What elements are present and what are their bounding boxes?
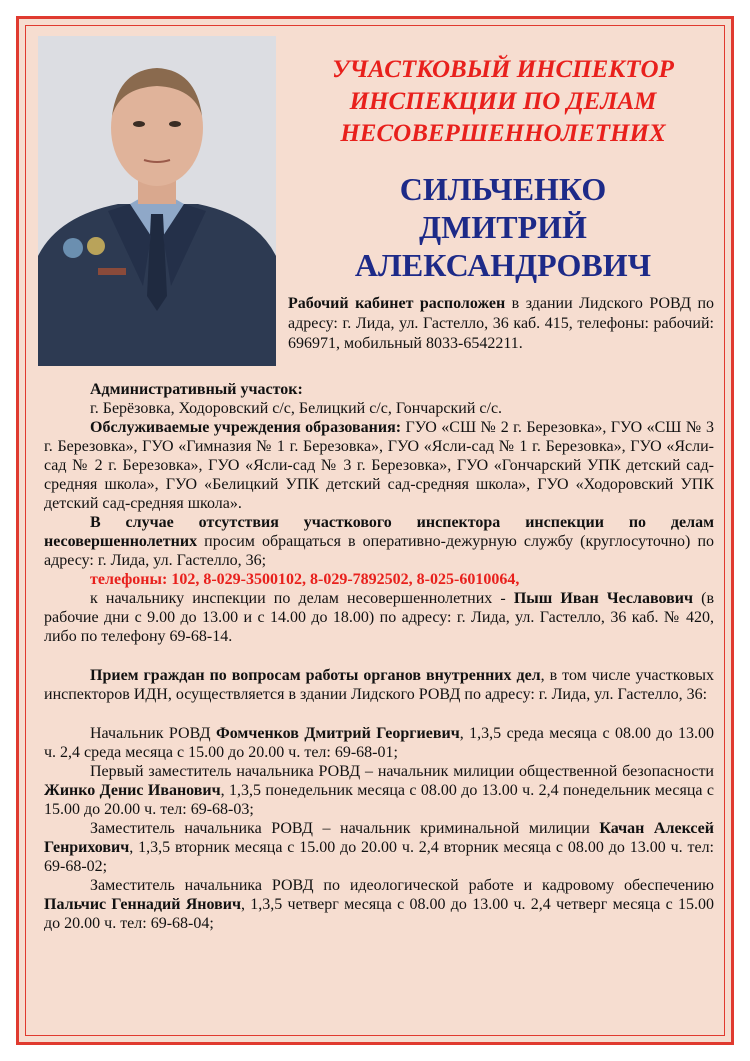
position-line-2: ИНСПЕКЦИИ ПО ДЕЛАМ [349,88,657,115]
schools-paragraph [44,418,714,513]
absence-bold: В случае отсутствия участкового инспектора инспекции по делам несовершеннолетних [44,514,714,550]
official-1-name: Фомченков Дмитрий Георгиевич [215,725,460,742]
officer-portrait-image [38,36,276,366]
official-3-pre: Заместитель начальника РОВД – начальник криминальной милиции [90,820,600,837]
reception-bold: Прием граждан по вопросам работы органов внутренних дел [90,667,541,684]
official-2-pre: Первый заместитель начальника РОВД – начальник милиции общественной безопасности [90,763,714,780]
officer-name [290,170,716,284]
absence-paragraph [44,513,714,570]
official-4-post: , 1,3,5 четверг месяца с 08.00 до 13.00 ч. 2,4 четверг месяца с 15.00 до 20.00 ч. тел: 69-68-04; [44,896,715,932]
official-2 [44,762,714,819]
chief-post: (в рабочие дни с 9.00 до 13.00 и с 14.00 до 18.00) по адресу: г. Лида, ул. Гастелло, 36 каб. № 420, либо по телефону 69-68-14. [44,590,715,645]
area-text: г. Берёзовка, Ходоровский с/с, Белицкий с/с, Гончарский с/с. [90,400,503,417]
chief-paragraph [44,589,714,646]
official-1 [44,724,714,762]
official-4-pre: Заместитель начальника РОВД по идеологической работе и кадровому обеспечению [90,877,714,894]
position-line-1: УЧАСТКОВЫЙ ИНСПЕКТОР [332,56,674,83]
office-text: в здании Лидского РОВД по адресу: г. Лида, ул. Гастелло, 36 каб. 415, телефоны: рабочий: 696971, мобильный 8033-6542211. [288,295,715,352]
reception-paragraph [44,666,714,704]
official-1-pre: Начальник РОВД [90,725,216,742]
office-label: Рабочий кабинет расположен [288,295,506,312]
official-3-name: Качан Алексей Генрихович [44,820,715,856]
official-3 [44,819,714,876]
officer-surname: СИЛЬЧЕНКО [399,171,607,207]
schools-label: Обслуживаемые учреждения образования: [90,419,402,436]
schools-text: ГУО «СШ № 2 г. Березовка», ГУО «СШ № 3 г. Березовка», ГУО «Гимназия № 1 г. Березовка», ГУО «Ясли-сад № 1 г. Березовка», ГУО «Ясли-сад № 2 г. Березовка», ГУО «Ясли-сад № 3 г. Березовка», ГУО «Гончарский УПК детский сад-средняя школа», ГУО «Белицкий УПК детский сад-средняя школа», ГУО «Ходоровский УПК детский сад-средняя школа». [44,419,714,512]
position-line-3: НЕСОВЕРШЕННОЛЕТНИХ [340,120,666,147]
position-title [290,54,716,150]
official-4-name: Пальчис Геннадий Янович [44,896,241,913]
office-info [288,294,714,354]
official-1-post: , 1,3,5 среда месяца с 08.00 до 13.00 ч. 2,4 среда месяца с 15.00 до 20.00 ч. тел: 69-68-01; [44,725,715,761]
chief-name: Пыш Иван Чеславович [513,590,693,607]
area-label-paragraph [44,380,714,399]
officer-first-name: ДМИТРИЙ [419,209,587,245]
absence-text: просим обращаться в оперативно-дежурную службу (круглосуточно) по адресу: г. Лида, ул. Гастелло, 36; [44,533,714,569]
reception-text: , в том числе участковых инспекторов ИДН, осуществляется в здании Лидского РОВД по адресу: г. Лида, ул. Гастелло, 36: [44,667,714,703]
phones-numbers: 102, 8-029-3500102, 8-029-7892502, 8-025-6010064, [167,571,520,588]
official-4 [44,876,714,933]
official-2-name: Жинко Денис Иванович [44,782,221,799]
officer-patronymic: АЛЕКСАНДРОВИЧ [354,247,652,283]
official-2-post: , 1,3,5 понедельник месяца с 08.00 до 13.00 ч. 2,4 понедельник месяца с 15.00 до 20.00 ч. тел: 69-68-03; [44,782,715,818]
main-text [44,380,714,933]
phones-label: телефоны: [90,571,168,588]
chief-pre: к начальнику инспекции по делам несовершеннолетних - [90,590,514,607]
officer-photo [38,36,276,366]
official-3-post: , 1,3,5 вторник месяца с 15.00 до 20.00 ч. 2,4 вторник месяца с 08.00 до 13.00 ч. тел: 69-68-02; [44,839,714,875]
phones-paragraph [44,570,714,589]
area-label: Административный участок: [90,381,303,398]
